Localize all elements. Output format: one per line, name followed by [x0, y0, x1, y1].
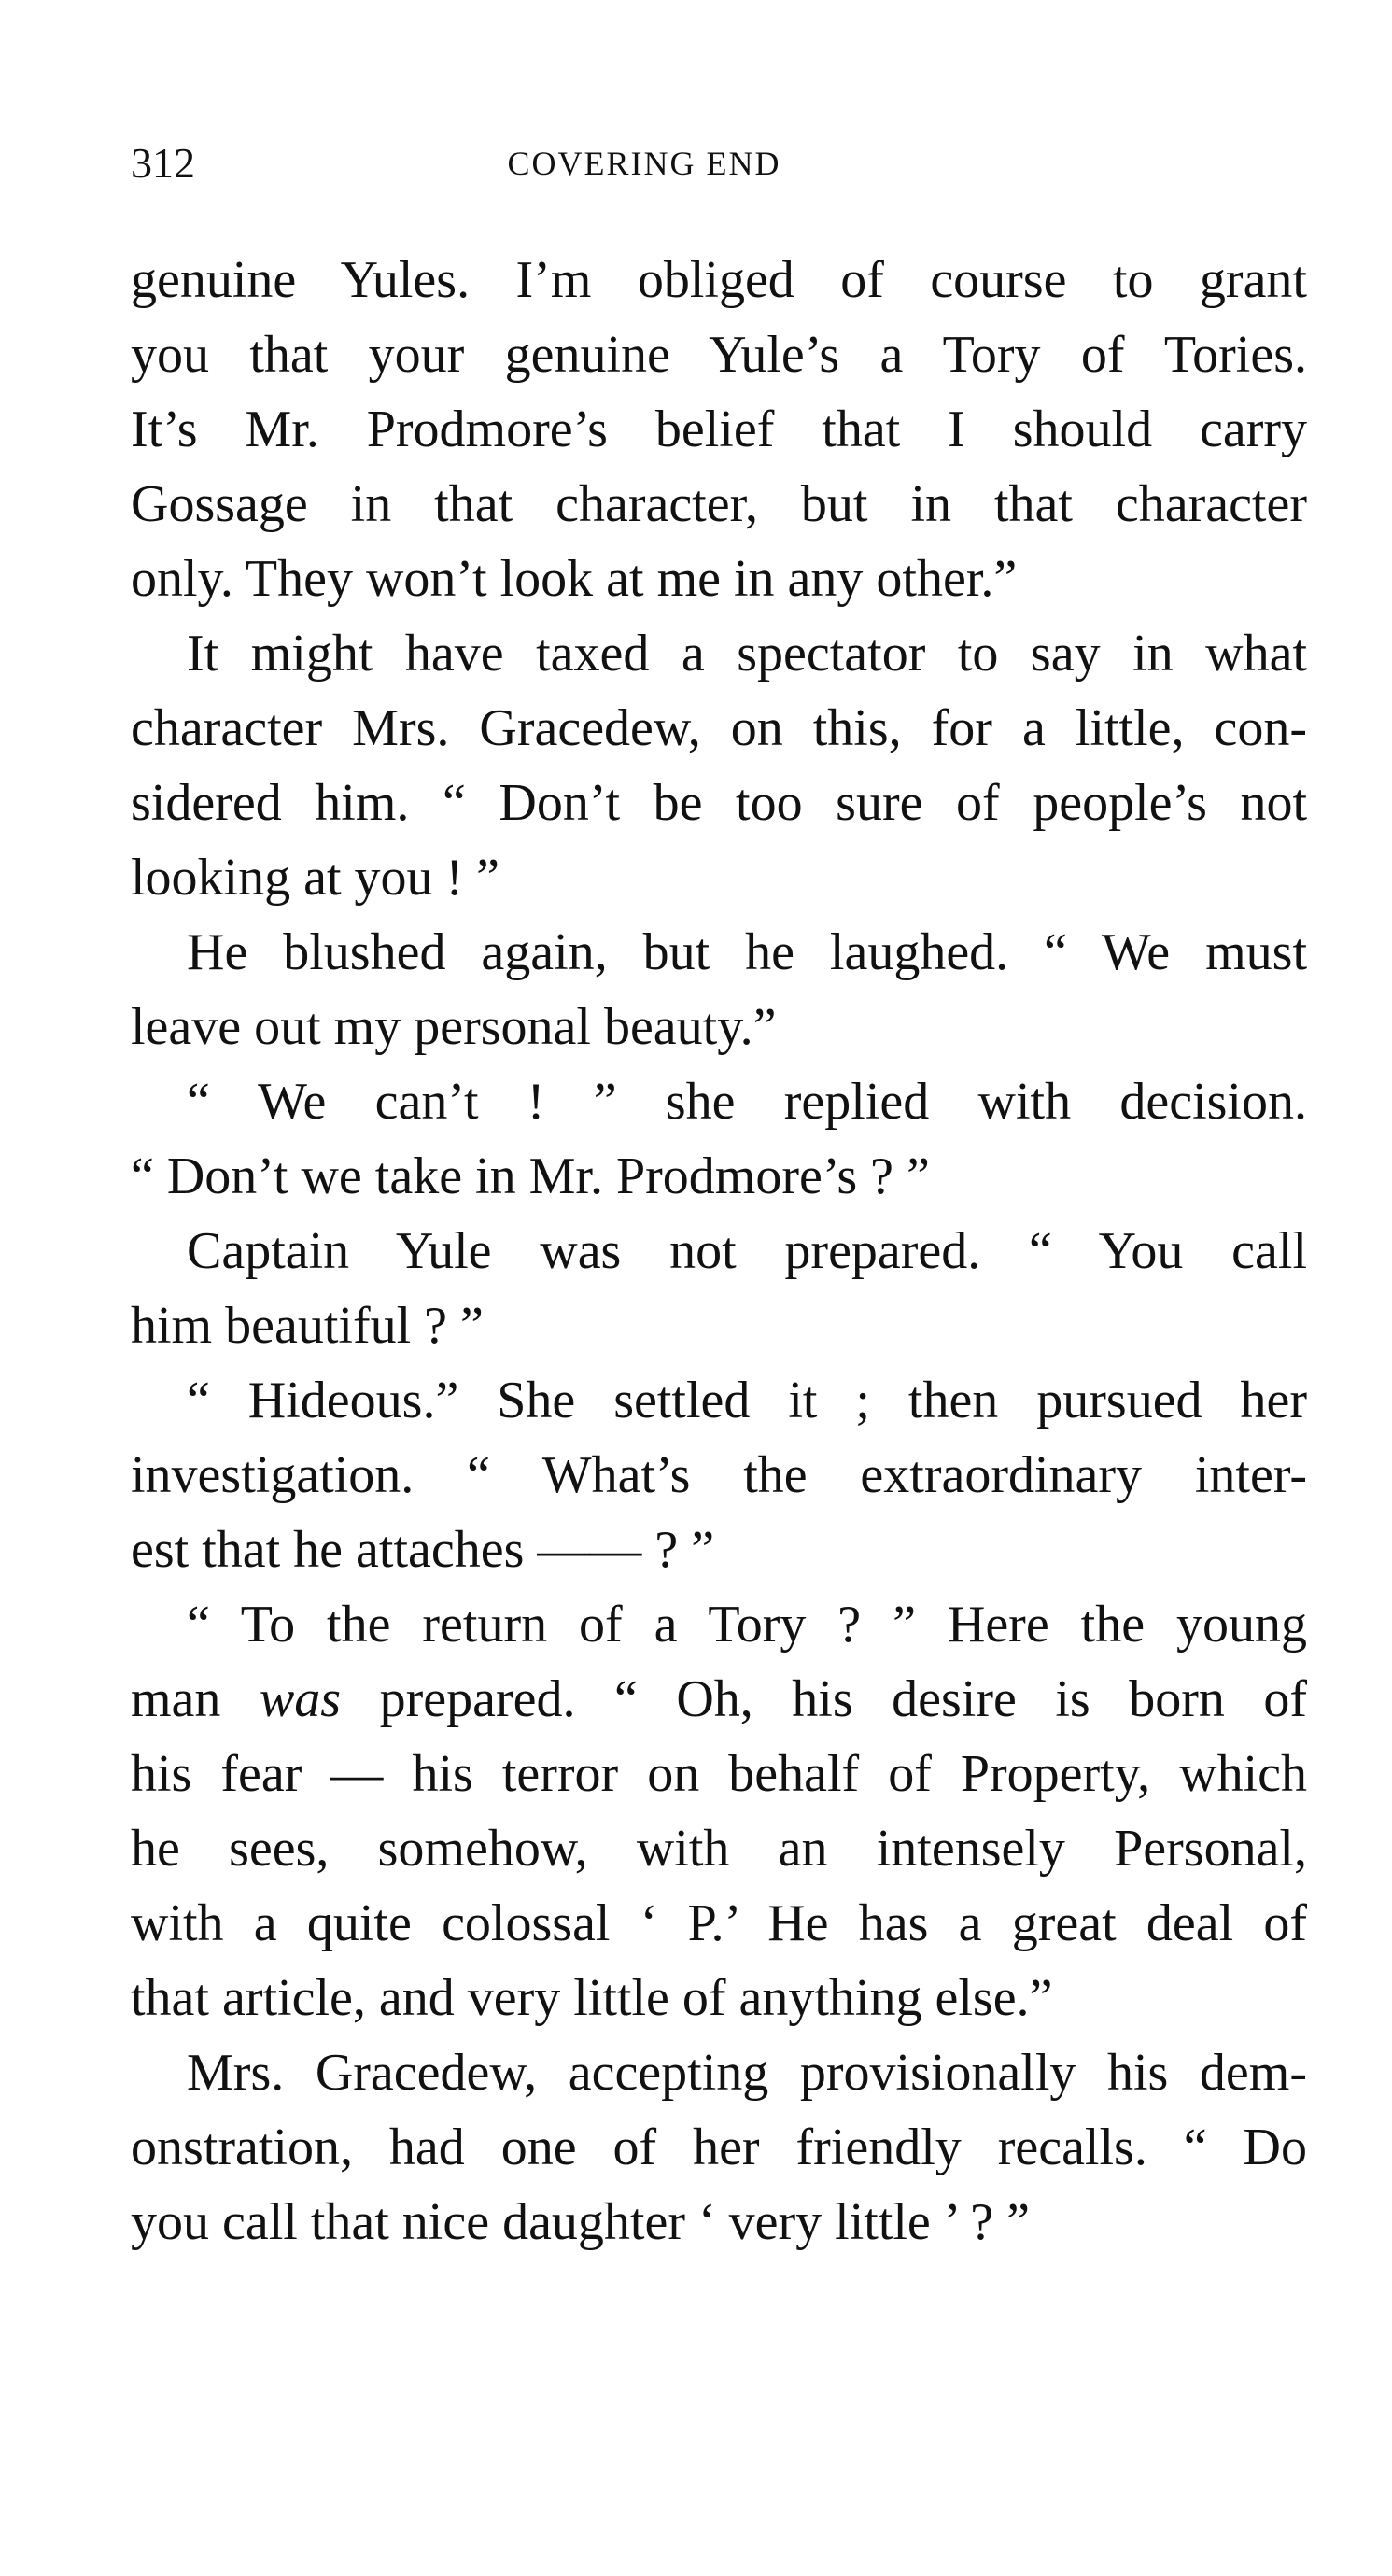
text-line: “ Don’t we take in Mr. Prodmore’s ? ” — [131, 1147, 930, 1205]
text-line: It might have taxed a spectator to say in what — [187, 625, 1307, 683]
text-line: he sees, somehow, with an intensely Personal, — [131, 1820, 1307, 1878]
text-line: only. They won’t look at me in any other.” — [131, 550, 1018, 608]
text-line: est that he attaches —— ? ” — [131, 1521, 715, 1579]
text-line: his fear — his terror on behalf of Property, which — [131, 1745, 1307, 1803]
text-line: character Mrs. Gracedew, on this, for a little, con- — [131, 699, 1307, 757]
text-line: genuine Yules. I’m obliged of course to grant — [131, 251, 1307, 309]
text-line: sidered him. “ Don’t be too sure of people’s not — [131, 774, 1307, 832]
text-line: looking at you ! ” — [131, 849, 500, 907]
text-fragment: man — [131, 1670, 260, 1728]
text-line: with a quite colossal ‘ P.’ He has a great deal of — [131, 1894, 1307, 1952]
body-text — [131, 243, 1307, 2259]
text-line: He blushed again, but he laughed. “ We must — [187, 923, 1307, 981]
text-line: “ Hideous.” She settled it ; then pursued her — [187, 1372, 1307, 1429]
text-line: that article, and very little of anything else.” — [131, 1969, 1053, 2027]
text-line: him beautiful ? ” — [131, 1297, 484, 1355]
text-line: leave out my personal beauty.” — [131, 998, 777, 1056]
page-number: 312 — [131, 139, 195, 187]
text-line: Captain Yule was not prepared. “ You call — [187, 1222, 1307, 1280]
text-line: investigation. “ What’s the extraordinary inter- — [131, 1446, 1307, 1504]
text-line: Mrs. Gracedew, accepting provisionally his dem- — [187, 2044, 1307, 2102]
text-line: “ We can’t ! ” she replied with decision. — [187, 1073, 1307, 1131]
italic-word: was — [259, 1670, 342, 1728]
text-line: onstration, had one of her friendly recalls. “ Do — [131, 2119, 1307, 2176]
running-head: COVERING END — [507, 145, 781, 182]
text-line: It’s Mr. Prodmore’s belief that I should carry — [131, 401, 1307, 458]
text-line: you call that nice daughter ‘ very little ’ ? ” — [131, 2193, 1030, 2251]
text-line: Gossage in that character, but in that character — [131, 475, 1307, 533]
page-header — [131, 131, 1307, 196]
text-fragment: prepared. “ Oh, his desire is born of — [341, 1670, 1307, 1728]
text-line: “ To the return of a Tory ? ” Here the young — [187, 1596, 1307, 1654]
text-line: you that your genuine Yule’s a Tory of Tories. — [131, 326, 1307, 384]
text-line — [131, 1662, 1307, 1737]
